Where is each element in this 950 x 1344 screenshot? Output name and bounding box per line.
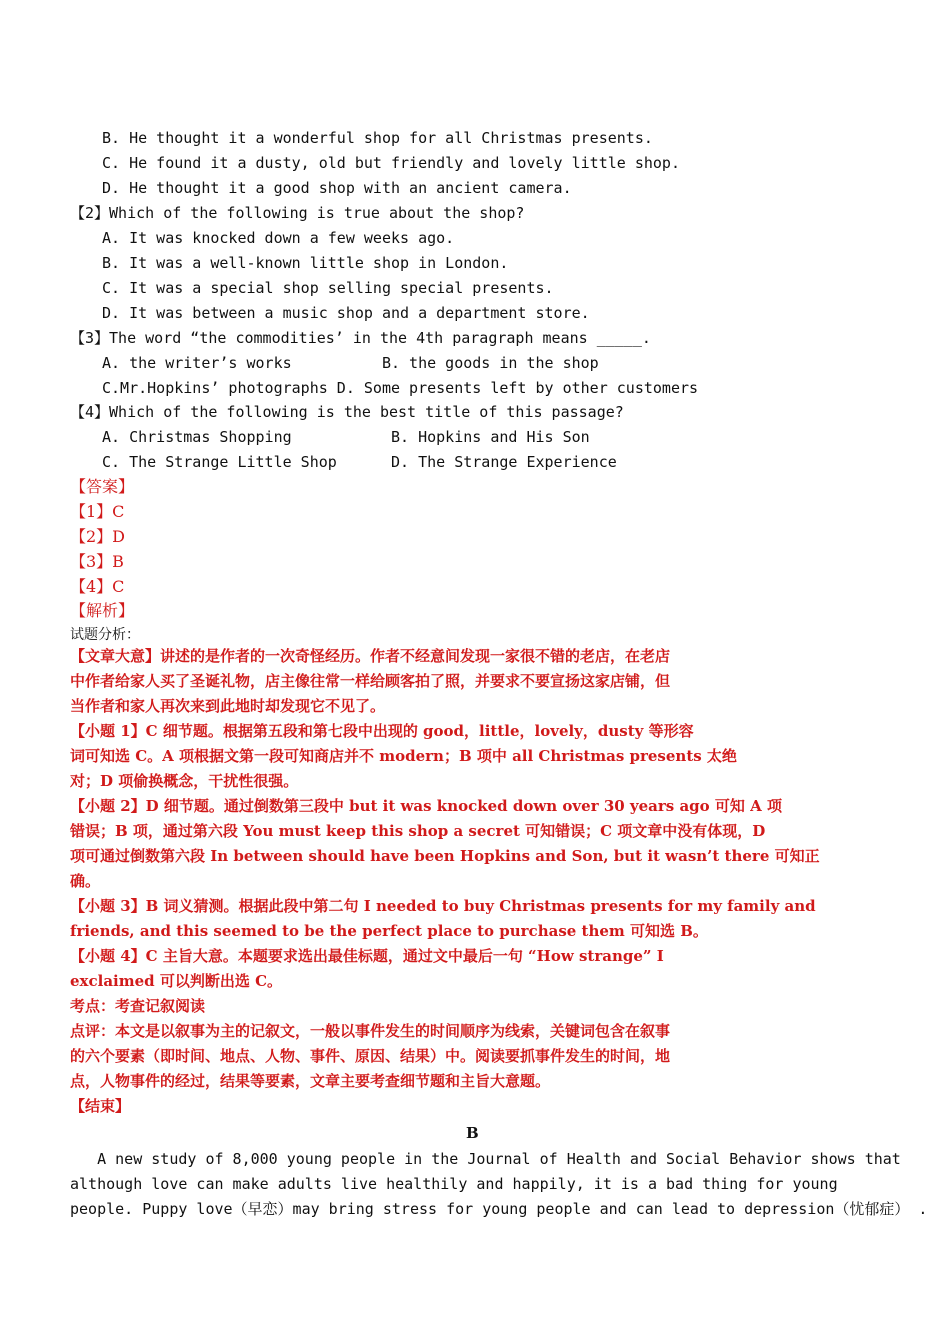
analysis-line-10: 确。: [70, 872, 101, 890]
analysis-line-4: 【小题 1】C 细节题。根据第五段和第七段中出现的 good，little，lovely，dusty 等形容: [70, 722, 694, 740]
analysis-line-13: 【小题 4】C 主旨大意。本题要求选出最佳标题，通过文中最后一句 “How strange” I: [70, 947, 664, 965]
analysis-line-11: 【小题 3】B 词义猜测。根据此段中第二句 I needed to buy Christmas presents for my family and: [70, 897, 816, 915]
q2-option-c: C. It was a special shop selling special presents.: [102, 279, 554, 297]
analysis-line-14: exclaimed 可以判断出选 C。: [70, 972, 283, 990]
q1-option-c: C. He found it a dusty, old but friendly and lovely little shop.: [102, 154, 680, 172]
analysis-line-7: 【小题 2】D 细节题。通过倒数第三段中 but it was knocked down over 30 years ago 可知 A 项: [70, 797, 782, 815]
q2-option-a: A. It was knocked down a few weeks ago.: [102, 229, 455, 247]
q1-option-b: B. He thought it a wonderful shop for all Christmas presents.: [102, 129, 653, 147]
q4-options-ab: A. Christmas Shopping B. Hopkins and His Son: [102, 428, 590, 446]
section-b-line-2: although love can make adults live healthily and happily, it is a bad thing for young: [70, 1175, 838, 1193]
q4-stem: 【4】Which of the following is the best title of this passage?: [70, 403, 624, 421]
q2-option-b: B. It was a well-known little shop in London.: [102, 254, 509, 272]
q2-stem: 【2】Which of the following is true about the shop?: [70, 204, 525, 222]
q4-options-cd: C. The Strange Little Shop D. The Strange Experience: [102, 453, 617, 471]
analysis-label: 试题分析：: [70, 627, 140, 643]
analysis-end: 【结束】: [70, 1097, 131, 1115]
q1-option-d: D. He thought it a good shop with an ancient camera.: [102, 179, 572, 197]
analysis-line-16: 点评：本文是以叙事为主的记叙文，一般以事件发生的时间顺序为线索，关键词包含在叙事: [70, 1022, 671, 1040]
q3-options-cd: C.Mr.Hopkins’ photographs D. Some presents left by other customers: [102, 379, 699, 397]
analysis-line-6: 对；D 项偷换概念，干扰性很强。: [70, 772, 299, 790]
analysis-line-15: 考点：考查记叙阅读: [70, 997, 206, 1015]
section-b-line-3: people. Puppy love（早恋）may bring stress for young people and can lead to depression（忧郁症） .: [70, 1200, 928, 1218]
analysis-line-17: 的六个要素（即时间、地点、人物、事件、原因、结果）中。阅读要抓事件发生的时间，地: [70, 1047, 671, 1065]
analysis-line-3: 当作者和家人再次来到此地时却发现它不见了。: [70, 697, 386, 715]
q2-option-d: D. It was between a music shop and a department store.: [102, 304, 590, 322]
analysis-line-18: 点，人物事件的经过，结果等要素，文章主要考查细节题和主旨大意题。: [70, 1072, 551, 1090]
q3-options-ab: A. the writer’s works B. the goods in the shop: [102, 354, 599, 372]
analysis-line-5: 词可知选 C。A 项根据文第一段可知商店并不 modern；B 项中 all Christmas presents 太绝: [70, 747, 737, 765]
answer-4: 【4】C: [70, 577, 125, 596]
answer-3: 【3】B: [70, 552, 124, 571]
section-b-heading: B: [466, 1124, 479, 1142]
analysis-line-12: friends, and this seemed to be the perfect place to purchase them 可知选 B。: [70, 922, 708, 940]
analysis-line-9: 项可通过倒数第六段 In between should have been Hopkins and Son, but it wasn’t there 可知正: [70, 847, 820, 865]
analysis-header: 【解析】: [70, 601, 135, 620]
answer-1: 【1】C: [70, 502, 125, 521]
analysis-line-8: 错误；B 项，通过第六段 You must keep this shop a secret 可知错误；C 项文章中没有体现，D: [70, 822, 766, 840]
section-b-line-1: A new study of 8,000 young people in the Journal of Health and Social Behavior shows that: [70, 1150, 901, 1168]
answer-2: 【2】D: [70, 527, 126, 546]
q3-stem: 【3】The word “the commodities’ in the 4th paragraph means _____.: [70, 329, 651, 347]
analysis-line-1: 【文章大意】讲述的是作者的一次奇怪经历。作者不经意间发现一家很不错的老店，在老店: [70, 647, 671, 665]
answer-header: 【答案】: [70, 477, 135, 496]
analysis-line-2: 中作者给家人买了圣诞礼物，店主像往常一样给顾客拍了照，并要求不要宣扬这家店铺，但: [70, 672, 671, 690]
